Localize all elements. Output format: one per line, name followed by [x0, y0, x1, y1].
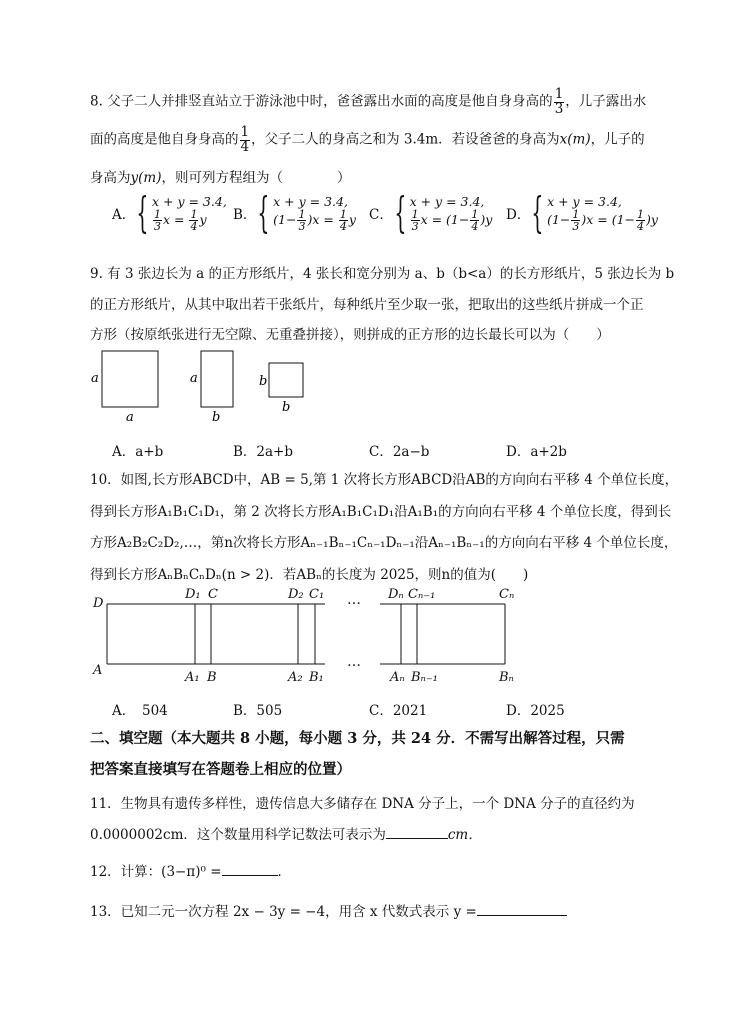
label-d: D — [93, 596, 104, 611]
square-a — [102, 351, 158, 407]
fraction: $\frac{1}{3}$ — [554, 86, 564, 117]
label-b: B — [207, 670, 217, 685]
q11-line1: 11．生物具有遗传多样性，遗传信息大多储存在 DNA 分子上，一个 DNA 分子的直径约为 — [90, 796, 635, 812]
q8-option-b[interactable]: B． { x + y = 3.4, (1− $\frac{1}{3}$ )x = $\frac{1}{4}$ y — [233, 188, 356, 237]
rectangle-ab — [201, 351, 233, 407]
q10-line4: 得到长方形AₙBₙCₙDₙ(n > 2)．若ABₙ的长度为 2025，则n的值为( ) — [90, 567, 529, 583]
label-dn: Dₙ — [388, 587, 404, 602]
brace-icon: { — [394, 188, 407, 237]
label-a: a — [91, 371, 99, 386]
q9-line1: 9. 有 3 张边长为 a 的正方形纸片，4 张长和宽分别为 a、b（b<a）的长方形纸片，5 张边长为 b — [90, 266, 675, 282]
label-cn: Cₙ — [499, 587, 515, 602]
q9-line3: 方形（按原纸张进行无空隙、无重叠拼接），则拼成的正方形的边长最长可以为（ ） — [90, 327, 610, 343]
label-b1: B₁ — [309, 670, 324, 685]
equation-row: (1− $\frac{1}{3}$ )x = (1− $\frac{1}{4}$ )y — [547, 208, 658, 234]
q8-option-c[interactable]: C． { x + y = 3.4, $\frac{1}{3}$ x = (1− $\frac{1}{4}$ )y — [369, 188, 493, 237]
label-a: A — [93, 663, 103, 678]
section-heading: 二、填空题（本大题共 8 小题，每小题 3 分，共 24 分．不需写出解答过程，只需 — [90, 730, 625, 747]
label-cn-1: Cₙ₋₁ — [408, 587, 436, 602]
label-c: C — [208, 587, 218, 602]
label-c1: C₁ — [309, 587, 325, 602]
label-bn-1: Bₙ₋₁ — [411, 670, 438, 685]
label-a2: A₂ — [288, 670, 303, 685]
label-a: a — [190, 371, 198, 386]
q8-option-d[interactable]: D． { x + y = 3.4, (1− $\frac{1}{3}$ )x = (1− $\frac{1}{4}$ )y — [506, 188, 658, 237]
q8-line3: 身高为y(m)，则可列方程组为（ ） — [90, 170, 351, 186]
equation-row: (1− $\frac{1}{3}$ )x = $\frac{1}{4}$ y — [273, 208, 356, 234]
q11-line2: 0.0000002cm．这个数量用科学记数法可表示为 cm． — [90, 827, 482, 843]
ellipsis: … — [347, 592, 361, 608]
q10-option-d[interactable]: D．2025 — [506, 703, 565, 719]
q10-option-a[interactable]: A． 504 — [112, 703, 168, 719]
q9-option-a[interactable]: A．a+b — [112, 444, 164, 460]
label-a: a — [126, 410, 134, 425]
label-bn: Bₙ — [499, 670, 514, 685]
answer-blank[interactable] — [386, 838, 448, 839]
label-b: b — [282, 400, 291, 415]
q8-line1: 8. 父子二人并排竖直站立于游泳池中时，爸爸露出水面的高度是他自身身高的 $\frac{1}{3}$ ，儿子露出水 — [90, 86, 647, 117]
q9-line2: 的正方形纸片，从其中取出若干张纸片，每种纸片至少取一张，把取出的这些纸片拼成一个正 — [90, 297, 644, 313]
answer-blank[interactable] — [222, 875, 278, 876]
q12: 12．计算：(3−π)⁰ = ． — [90, 864, 291, 880]
square-b — [269, 363, 303, 397]
q9-figure — [85, 345, 315, 425]
ellipsis: … — [347, 654, 361, 670]
brace-icon: { — [531, 188, 544, 237]
q8-line2: 面的高度是他自身身高的 $\frac{1}{4}$ ，父子二人的身高之和为 3.4m．若设爸爸的身高为x(m)，儿子的 — [90, 124, 645, 155]
label-an: Aₙ — [390, 670, 405, 685]
q10-option-c[interactable]: C．2021 — [369, 703, 428, 719]
label-a1: A₁ — [185, 670, 200, 685]
fraction: $\frac{1}{4}$ — [240, 124, 250, 155]
q9-option-b[interactable]: B．2a+b — [233, 444, 294, 460]
q10-option-b[interactable]: B．505 — [233, 703, 283, 719]
equation-row: $\frac{1}{3}$ x = $\frac{1}{4}$ y — [153, 208, 207, 234]
q8-option-a[interactable]: A． { x + y = 3.4, $\frac{1}{3}$ x = $\frac{1}{4}$ y — [112, 188, 227, 237]
answer-blank[interactable] — [477, 915, 567, 916]
q10-line1: 10．如图,长方形ABCD中，AB = 5,第 1 次将长方形ABCD沿AB的方向向右平移 4 个单位长度， — [90, 472, 679, 488]
label-b: b — [259, 374, 268, 389]
q9-option-d[interactable]: D．a+2b — [506, 444, 567, 460]
brace-icon: { — [257, 188, 270, 237]
equation-row: $\frac{1}{3}$ x = (1− $\frac{1}{4}$ )y — [411, 208, 493, 234]
q13: 13．已知二元一次方程 2x − 3y = −4，用含 x 代数式表示 y = — [90, 900, 567, 920]
section-heading-cont: 把答案直接填写在答题卷上相应的位置） — [90, 761, 351, 778]
q9-option-c[interactable]: C．2a−b — [369, 444, 430, 460]
q10-figure — [85, 582, 565, 690]
label-b: b — [212, 410, 221, 425]
q10-line3: 方形A₂B₂C₂D₂,…，第n次将长方形Aₙ₋₁Bₙ₋₁Cₙ₋₁Dₙ₋₁沿Aₙ₋₁Bₙ₋₁的方向向右平移 4 个单位长度， — [90, 535, 678, 551]
brace-icon: { — [136, 188, 149, 237]
label-d1: D₁ — [185, 587, 201, 602]
q10-line2: 得到长方形A₁B₁C₁D₁，第 2 次将长方形A₁B₁C₁D₁沿A₁B₁的方向向右平移 4 个单位长度，得到长 — [90, 504, 672, 520]
label-d2: D₂ — [288, 587, 304, 602]
